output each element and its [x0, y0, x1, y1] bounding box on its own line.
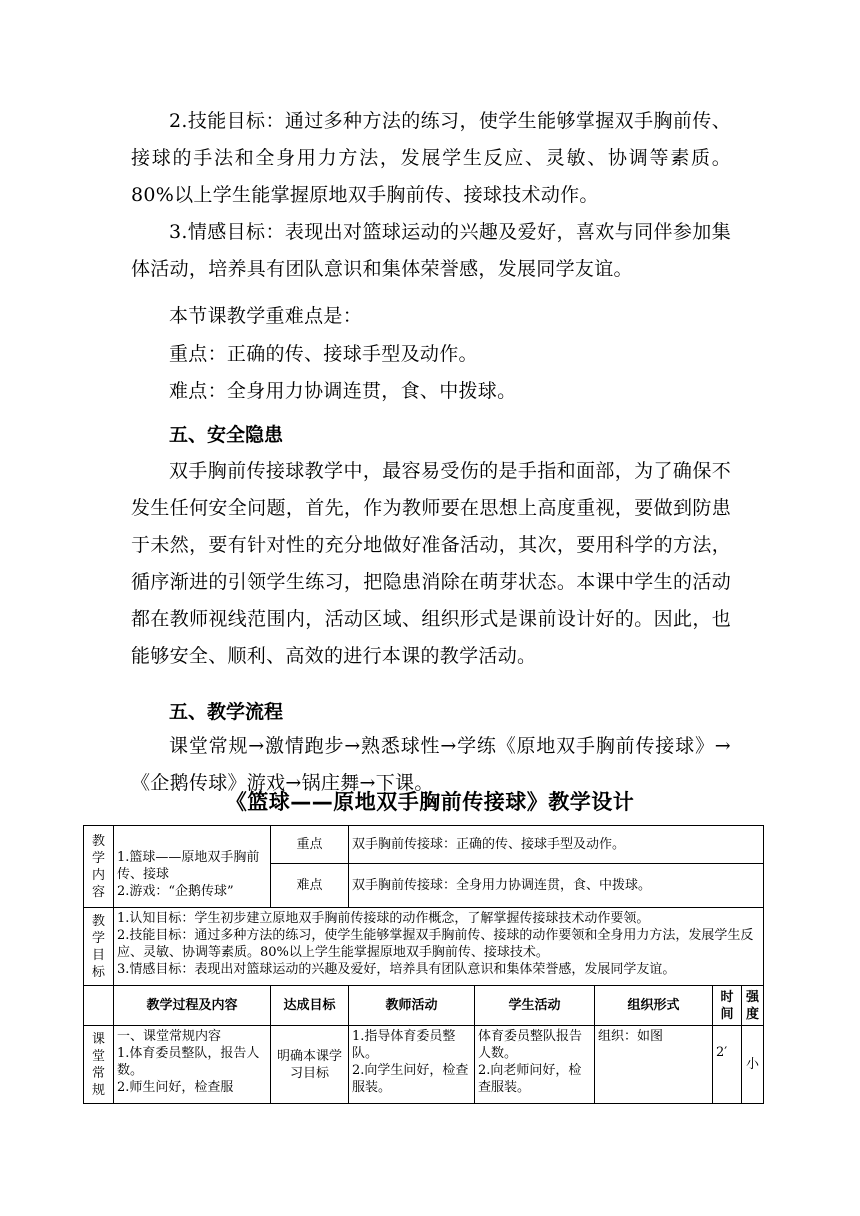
skill-goal-paragraph: 2.技能目标：通过多种方法的练习，使学生能够掌握双手胸前传、接球的手法和全身用力方法，发展学生反应、灵敏、协调等素质。80%以上学生能掌握原地双手胸前传、接球技术动作。	[131, 110, 731, 206]
document-title: 《篮球——原地双手胸前传接球》教学设计	[225, 790, 635, 814]
goal-line-2: 2.技能目标：通过多种方法的练习，使学生能够掌握双手胸前传、接球的动作要领和全身用力方法，发展学生反应、灵敏、协调等素质。80%以上学生能掌握原地双手胸前传、接球技术。	[117, 928, 754, 960]
safety-paragraph: 双手胸前传接球教学中，最容易受伤的是手指和面部，为了确保不发生任何安全问题，首先，作为教师要在思想上高度重视，要做到防患于未然，要有针对性的充分地做好准备活动，其次，要用科学的方法，循序渐进的引领学生练习，把隐患消除在萌芽状态。本课中学生的活动都在教师视线范围内，活动区域、组织形式是课前设计好的。因此，也能够安全、顺利、高效的进行本课的教学活动。	[131, 460, 731, 667]
goal-line-3: 3.情感目标：表现出对篮球运动的兴趣及爱好，培养具有团队意识和集体荣誉感，发展同学友谊。	[117, 962, 676, 977]
emotion-goal-paragraph: 3.情感目标：表现出对篮球运动的兴趣及爱好，喜欢与同伴参加集体活动，培养具有团队意识和集体荣誉感，发展同学友谊。	[131, 221, 731, 280]
goal-label: 教学目标	[84, 908, 114, 986]
row1-process: 一、课堂常规内容 1.体育委员整队，报告人数。 2.师生问好，检查服	[114, 1026, 271, 1104]
header-intensity: 强度	[742, 986, 764, 1026]
header-student: 学生活动	[475, 986, 595, 1026]
difficult-label: 难点	[271, 864, 349, 908]
row1-target: 明确本课学习目标	[271, 1026, 349, 1104]
row1-organization: 组织：如图	[595, 1026, 713, 1104]
header-organization: 组织形式	[595, 986, 713, 1026]
row1-time: 2′	[713, 1026, 742, 1104]
flow-paragraph: 课堂常规→激情跑步→熟悉球性→学练《原地双手胸前传接球》→《企鹅传球》游戏→锅庄舞→下课。	[131, 735, 731, 794]
key-text: 双手胸前传接球：正确的传、接球手型及动作。	[349, 826, 764, 864]
row1-intensity: 小	[742, 1026, 764, 1104]
difficult-text: 双手胸前传接球：全身用力协调连贯，食、中拨球。	[349, 864, 764, 908]
difficult-point-paragraph: 难点：全身用力协调连贯，食、中拨球。	[169, 380, 517, 402]
content-items: 1.篮球——原地双手胸前传、接球 2.游戏：“企鹅传球”	[114, 826, 271, 908]
header-teacher: 教师活动	[349, 986, 475, 1026]
safety-heading: 五、安全隐患	[169, 424, 284, 446]
header-process: 教学过程及内容	[114, 986, 271, 1026]
stage-label: 课堂常规	[84, 1026, 114, 1104]
goal-cell	[114, 908, 764, 986]
flow-heading: 五、教学流程	[169, 701, 284, 723]
row1-student: 体育委员整队报告人数。 2.向老师问好，检查服装。	[475, 1026, 595, 1104]
content-label: 教学内容	[84, 826, 114, 908]
header-time: 时间	[713, 986, 742, 1026]
header-blank	[84, 986, 114, 1026]
key-intro-paragraph: 本节课教学重难点是：	[169, 305, 363, 327]
header-target: 达成目标	[271, 986, 349, 1026]
key-label: 重点	[271, 826, 349, 864]
key-point-paragraph: 重点：正确的传、接球手型及动作。	[169, 343, 478, 365]
lesson-plan-table	[83, 825, 764, 1104]
row1-teacher: 1.指导体育委员整队。 2.向学生问好，检查服装。	[349, 1026, 475, 1104]
goal-line-1: 1.认知目标：学生初步建立原地双手胸前传接球的动作概念，了解掌握传接球技术动作要领。	[117, 911, 650, 926]
